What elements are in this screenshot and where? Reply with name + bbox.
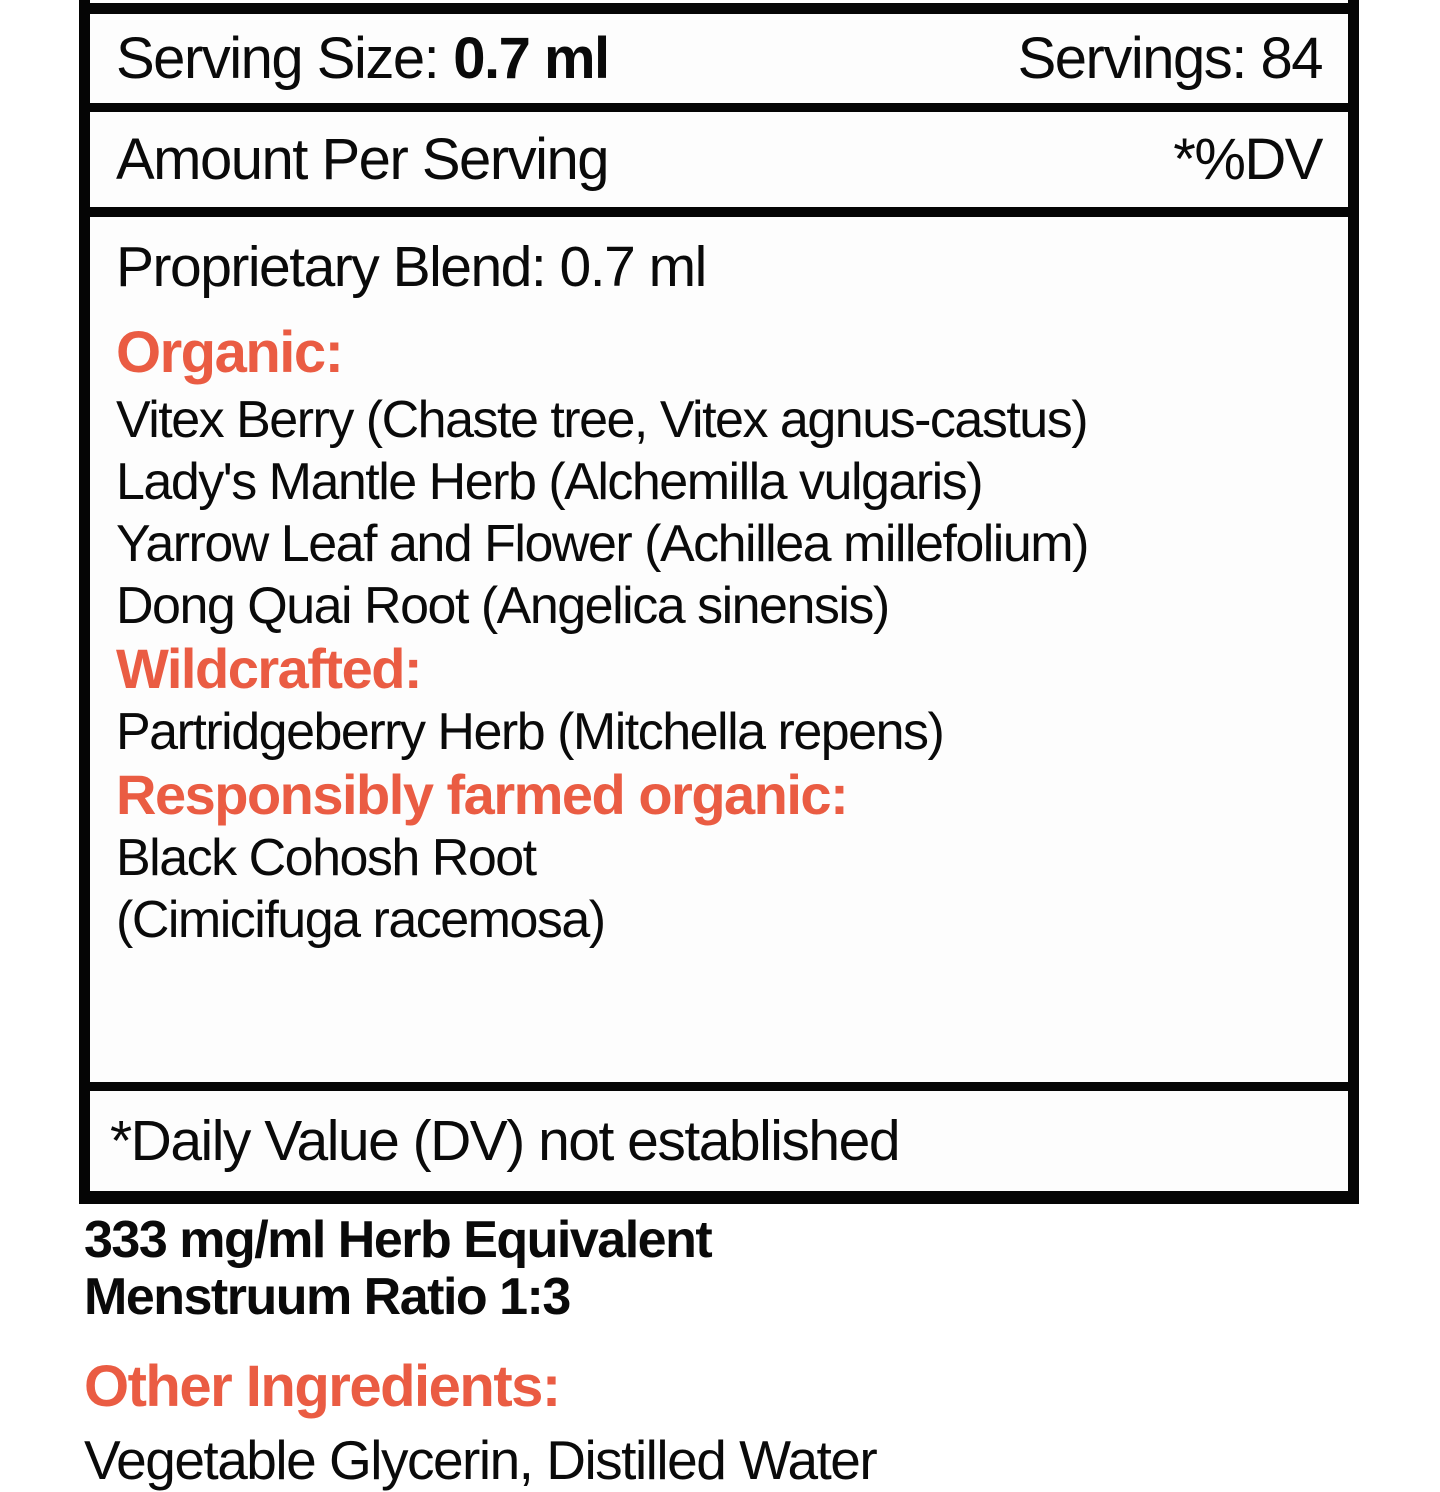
ingredient-line: (Cimicifuga racemosa) (116, 891, 605, 949)
herb-equivalent-line: 333 mg/ml Herb Equivalent (84, 1211, 712, 1269)
divider-bottom (90, 1191, 1348, 1204)
serving-size-group (116, 25, 609, 92)
dv-column-label: *%DV (1173, 127, 1322, 192)
other-ingredients-heading: Other Ingredients: (84, 1354, 560, 1419)
amount-per-serving-row (90, 112, 1348, 207)
below-panel-text (84, 1212, 1384, 1492)
divider-top (90, 3, 1348, 14)
serving-size-value: 0.7 ml (453, 26, 609, 91)
ingredient-line: Black Cohosh Root (116, 829, 536, 887)
divider (90, 207, 1348, 217)
section-heading-wildcrafted: Wildcrafted: (116, 637, 422, 700)
supplement-facts-panel (79, 0, 1359, 1204)
daily-value-footnote-row (90, 1091, 1348, 1191)
ingredient-line: Partridgeberry Herb (Mitchella repens) (116, 703, 944, 761)
other-ingredients-text: Vegetable Glycerin, Distilled Water (84, 1429, 877, 1491)
ingredient-line: Vitex Berry (Chaste tree, Vitex agnus-castus) (116, 391, 1088, 449)
blend-title: Proprietary Blend: 0.7 ml (116, 235, 706, 299)
section-heading-responsibly-farmed: Responsibly farmed organic: (116, 763, 848, 826)
ingredient-line: Yarrow Leaf and Flower (Achillea millefolium) (116, 515, 1088, 573)
serving-size-label: Serving Size: (116, 26, 439, 91)
daily-value-footnote: *Daily Value (DV) not established (110, 1109, 900, 1173)
menstruum-ratio-line: Menstruum Ratio 1:3 (84, 1268, 570, 1326)
proprietary-blend-section (90, 217, 1348, 1082)
amount-per-serving-label: Amount Per Serving (116, 127, 609, 192)
divider (90, 103, 1348, 112)
divider (90, 1082, 1348, 1091)
serving-size-row (90, 14, 1348, 103)
ingredient-line: Lady's Mantle Herb (Alchemilla vulgaris) (116, 453, 983, 511)
section-heading-organic: Organic: (116, 320, 343, 385)
servings-count: Servings: 84 (1017, 26, 1322, 91)
ingredient-line: Dong Quai Root (Angelica sinensis) (116, 577, 889, 635)
